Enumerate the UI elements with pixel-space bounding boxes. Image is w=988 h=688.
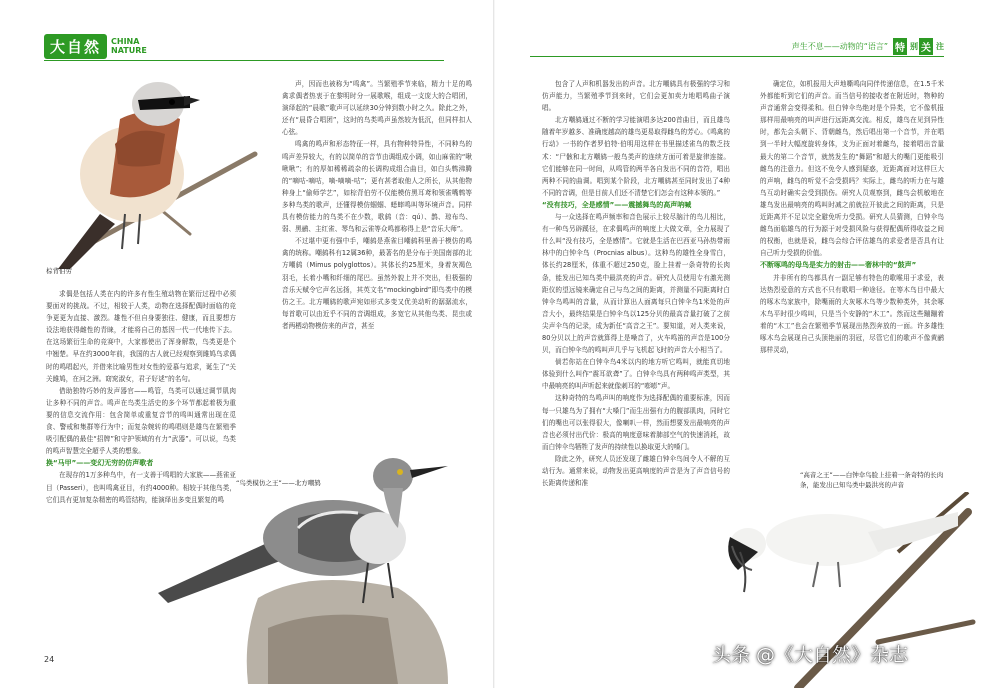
page-gutter (493, 0, 495, 688)
shrike-photo (40, 64, 265, 274)
section-topic (792, 38, 944, 55)
col4-paragraph-1: 确定位，如机报用大声地嘶鸣向同伴传递信息，在1.5千米外都能听到它们的声音。而当信号的接收者在附近时，物种的声音通常会变得柔和。但白钟伞鸟绝对是个异类，它不像机报那样用最响亮的叫声进行远距离交流。相反，雄鸟在见到异性时，都先会头朝下、背朝雌鸟，然后唱出第一个音节，并在唱到一半时大幅度旋转身体，支为正面对着雌鸟，接着唱出音量最大的第二个音节，就然发生的“舞蹈”和超大的嘴门更能吸引雌鸟的注意力。但这不免令人感到疑惑，近距离面对这样巨大的声响，雌鸟的听觉不会受损吗？实际上，雌鸟的听力在与雄鸟互动时确实会受到损伤。研究人员观察到，雌鸟会机敏地在雄鸟发出最响亮的鸣叫时减之前就拉开彼此之间的距离，只是近距离并不足以完全避免听力受损。研究人员猜测，白钟伞鸟雌鸟面临雄鸟的行为源于对受损风险与获得配偶所得收益之间的权衡，也就是说，雌鸟会综合评估雄鸟的求爱者是否具有让自己听力受损的价值。 (760, 80, 944, 258)
col1-paragraph-1: 求偶是包括人类在内的许多有性生殖动物在繁衍过程中必须要面对的挑战。不过，相较于人类，动物在选择配偶时面临的竞争更更为直接、激烈。雄性不但自身要独往、健康，而且要想方设法地获得雌性的青睐，才能将自己的基因一代一代地传下去。在这场繁衍生命的竞赛中，大家都使出了浑身解数，鸟类更是个中翘楚。早在约3000年前，我国的古人就已经观察到雎鸠鸟求偶时的鸣唱起兴，并借来比喻男性对女性的爱慕与追求，诞生了“关关雎鸠，在河之洲。窈窕淑女，君子好逑”的名句。 (46, 290, 236, 383)
topic-text: 声生不息——动物的“语言” (791, 42, 888, 51)
mockingbird-caption: “鸟类模仿之王”——北方嘲鸫 (236, 479, 321, 487)
logo-english (111, 37, 147, 55)
col3-heading-1: “没有技巧，全是感情”——震撼舞鸟的高声呐喊 (542, 200, 692, 209)
text-column-3 (542, 78, 730, 648)
col2-paragraph-2: 鸣禽的鸣声和形态特征一样，具有物种特异性，不同种鸟的鸣声差异较大，有的以简单的音节由调组成小调，如山麻雀的“啾啾啾”；有的厚如稀稀疏杂的长调构成组合曲目，如白头鹎沸腾的“嘀咕-嘀咕，嘀-嘀嘀-咕”；更有甚者取他人之所长，从其他物种身上“偷师学艺”，如棕背伯劳不仅能模仿黑耳鸢和领雀嘴鹎等多种鸟类的歌声，还懂得模仿蝈蝈、蟋蟀鸣叫等环境声音。同样具有模仿能力的鸟类不在少数，歌鸫（音：qú）、鹊、琼布鸟、弱、黑鹂、主红雀、琴鸟和云雀等众鸣都称得上是“音乐大师”。 (282, 140, 472, 234)
source-watermark: 头条 @《大自然》杂志 (712, 644, 909, 666)
shrike-caption: 棕背伯劳 (46, 267, 72, 275)
bellbird-caption: “高音之王”——白钟伞鸟脸上挂着一条奇特的长肉条，能发出已知鸟类中最洪亮的声音 (800, 471, 944, 489)
col3-paragraph-6: 除此之外，研究人员还发现了雌雄白钟伞鸟间令人不解的互动行为。通常来说，动物发出更高响度的声音是为了声音信号的长距离传递和准 (542, 454, 730, 488)
page-number: 24 (44, 655, 55, 664)
text-column-1 (46, 288, 236, 644)
col4-heading-1: 不断啄鸣的母鸟是实力的射击——奢林中的“鼓声” (760, 261, 917, 270)
col3-paragraph-3: 与一众选择在鸣声频率和音色展示上较尽脑汁的鸟儿相比，有一种鸟另辟蹊径，在求偶鸣声的响度上大做文章，全力展现了什么叫“没有技巧，全是感情”。它就是生活在巴西亚马孙热带雨林中的白钟伞鸟（Procnias albus）。这种鸟的雄性全身雪白，体长约28厘米，体重不超过250克，脸上挂着一条奇特的长肉条，能发出已知鸟类中最洪亮的声音。研究人员使用专有激光测距仪的望远镜来确定自己与鸟之间的距离，并测量不同距离时白钟伞鸟鸣叫的音量，从而计算出人面离每只白钟伞鸟1米处的声音大小，最终结果是白钟伞鸟以125分贝的最高音量打破了之前尖声伞鸟的记录，成为新任“高音之王”。要知道，对人类来说，80分贝以上的声音就算得上是噪音了，火车鸣笛的声音是100分贝，而白钟伞鸟的鸣叫声几乎与飞机起飞时的声音大小相当了。 (542, 213, 730, 355)
col2-paragraph-1: 声，因而也被称为“鸣禽”。当繁殖季节来临，精力十足的鸣禽求偶者热衷于在黎明时分一展歌喉，组成一支庞大的合唱团，演绎起的“晨歌”歌声可以延续30分钟到数小时之久。除此之外，还有“晨昏合唱团”，这时的鸟类鸣声虽然较为低沉，但同样扣人心弦。 (282, 80, 472, 137)
header-rule-left (44, 60, 444, 61)
topic-badge-1: 特 (893, 38, 907, 55)
col3-paragraph-1: 包含了人声和机器发出的声音。北方嘲鸫具有极强的学习和仿声能力，当繁殖季节到来时，它们会更加卖力地唱鸣曲子演唱。 (542, 80, 730, 113)
col3-paragraph-2: 北方嘲鸫通过不断的学习能演唱多达200首曲目，而且雄鸟随着年岁越多、准确度越高的雄鸟更易取得雌鸟的芳心。《鸣禽的行动》一书的作者罗伯特·伯明用这样在书里描述雀鸟的数乏技术：“尸骸和北方嘲鸫一般鸟类声的连续方面可着是旋律连接。它们能够在同一时间，从鸣管的两半各自发出不同的音符，唱出两种不同的曲调。唱到某个阶段，北方嘲鸫甚至同时发出了4种不同的音调，但是目前人们还不清楚它们怎会有这种本领的。” (542, 116, 730, 197)
col1-paragraph-2: 借助独特巧妙的发声器官——鸣管，鸟类可以通过调节肌肉让多种不同的声音。鸣声在鸟类生活史的多个环节都起着极为重要的信息交流作用：包含简单或重复音节的鸣叫通常出现在觅食、警戒和集群等行为中；而复杂婉转的鸣唱则是雄鸟在繁殖季吸引配偶的最佳“招牌”和守护领域的有力“武器”。可以说，鸟类的鸣声智慧完全超乎人类的想象。 (46, 386, 236, 456)
col3-paragraph-5: 这种奇特的鸟鸣声叫的响度作为选择配偶的重要标准，因而每一只雄鸟为了拥有“大嗓门”而生出强有力的腹部肌肉，同时它们的嘴也可以张得很大，像喇叭一样，然而想要发出最响亮的声音也必须付出代价：极高的响度意味着肺部空气的快速消耗，故而白钟伞鸟牺牲了发声的持续性以换取更大的嗓门。 (542, 394, 730, 451)
col3-paragraph-4: 倘若你站在白钟伞鸟4米以内的地方听它鸣叫，就能真切地体验到什么叫作“震耳欲聋”了。白钟伞鸟具有两种鸣声类型，其中最响亮的叫声听起来就像刺耳的“嘭嘭”声。 (542, 358, 730, 391)
col4-paragraph-2: 并非所有的鸟都具有一副足够有特色的歌喉用于求爱，表达热烈爱意的方式也不只有歌唱一种途径。在等木鸟目中最大的啄木鸟家族中，除嘴雨的大灰啄木鸟等少数种类外，其余啄木鸟平时很少鸣叫，只是当个安静的“木工”。然而这些蹦蹦着着的“木工”也会在繁殖季节展现出热烈奔放的一面。许多雄性啄木鸟会展现自己头顶艳丽的羽冠，尽管它们的歌声不像黄鹂那样灵动， (760, 273, 944, 355)
header-rule-right (530, 56, 944, 57)
col2-paragraph-3: 不过堪中更有强中手，嘲鸫是燕雀目嘲鸫科里善于模仿的鸣禽的统称。嘲鸫科有12属36种，最著名的是分布于美国南部的北方嘲鸫（Mimus polyglottos）。其体长约25厘米，身着灰褐色羽毛，长着小嘴和纤细的尾巴。虽然外貌上并不突出，但极强的音乐天赋令它声名远扬，其英文名“mockingbird”即鸟类中的模仿之王。北方嘲鸫的歌声宛如形式多变又优美动听的潺潺流水，每首歌可以由近乎不同的音调组成，多宽它从其他鸟类、昆虫或者两栖动物模仿来的声音，甚至 (282, 237, 472, 330)
text-column-2 (282, 78, 472, 430)
logo-chinese: 大自然 (44, 34, 107, 59)
text-column-4 (760, 78, 944, 462)
magazine-logo (44, 34, 147, 58)
col1-heading-1: 换“马甲”——变幻无穷的仿声歌者 (46, 459, 154, 468)
topic-badge-2: 别 (910, 42, 918, 51)
topic-badge-4: 注 (936, 42, 944, 51)
topic-badge-3: 关 (919, 38, 933, 55)
logo-en-line-1: CHINA (111, 37, 140, 46)
logo-en-line-2: NATURE (111, 46, 147, 55)
col1-paragraph-3: 在现存的1万多种鸟中，有一支善于鸣唱的大家族——燕雀亚目（Passeri），也叫鸣禽亚目，有约4000种。相较于其他鸟类，它们具有更加复杂精密的鸣管结构，能演绎出多变且繁复的鸣 (46, 471, 236, 504)
